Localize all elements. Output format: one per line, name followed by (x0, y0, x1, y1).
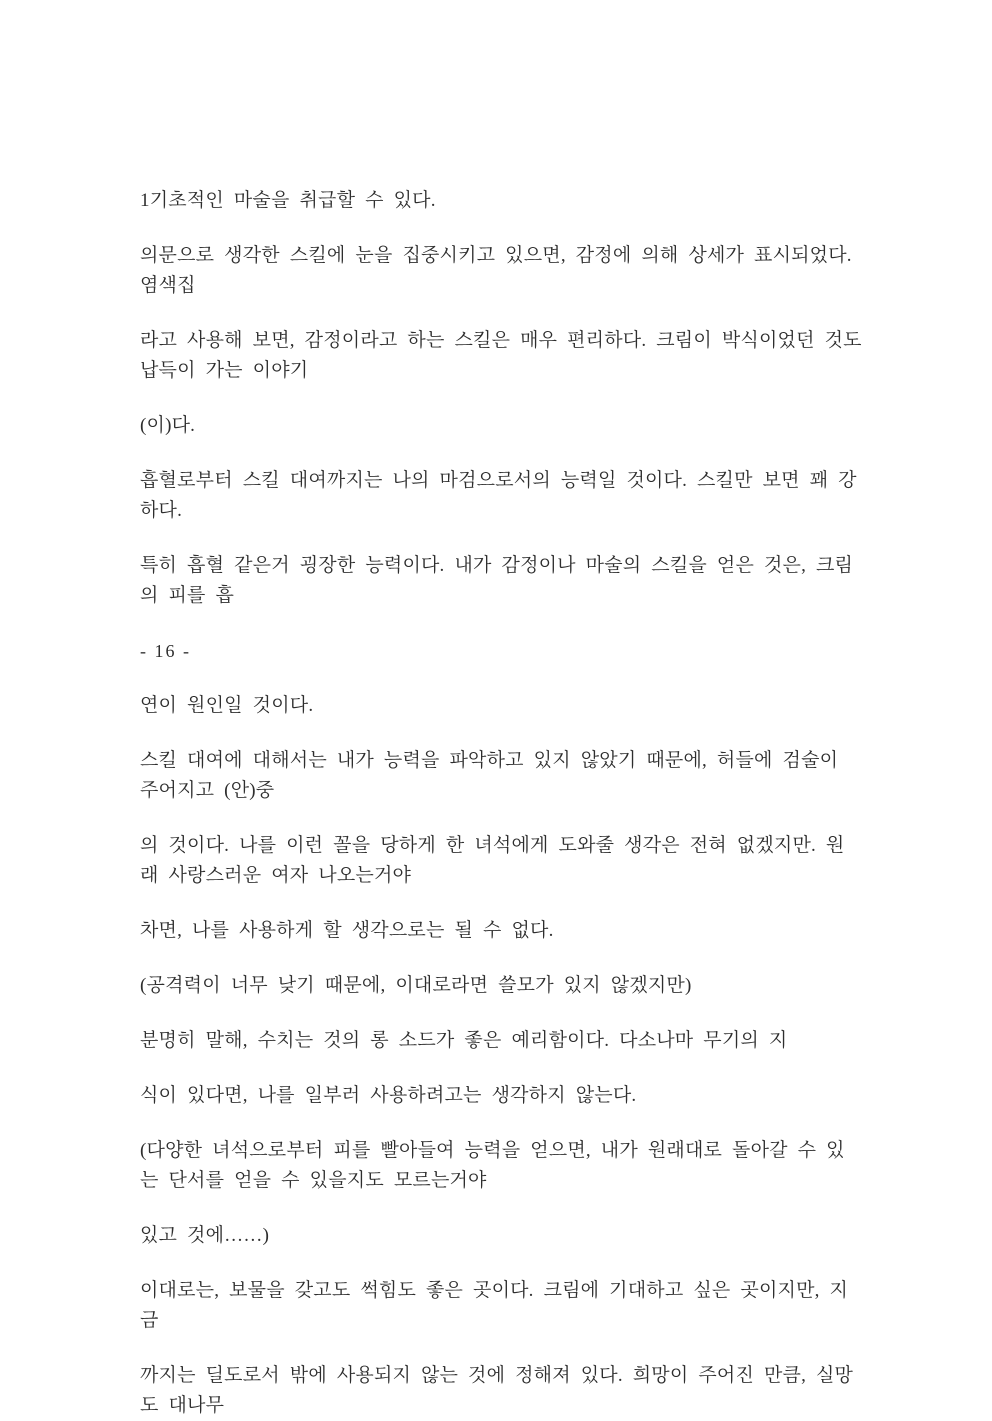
page-number: - 16 - (140, 641, 191, 661)
paragraph: 스킬 대여에 대해서는 내가 능력을 파악하고 있지 않았기 때문에, 허들에 검술이 주어지고 (안)중 (140, 750, 839, 801)
paragraph: 있고 것에……) (140, 1225, 270, 1246)
page-content (140, 186, 862, 1421)
paragraph: 라고 사용해 보면, 감정이라고 하는 스킬은 매우 편리하다. 크림이 박식이었던 것도 납득이 가는 이야기 (140, 330, 862, 381)
paragraph: 흡혈로부터 스킬 대여까지는 나의 마검으로서의 능력일 것이다. 스킬만 보면 꽤 강하다. (140, 470, 857, 521)
paragraph: 의 것이다. 나를 이런 꼴을 당하게 한 녀석에게 도와줄 생각은 전혀 없겠지만. 원래 사랑스러운 여자 나오는거야 (140, 835, 845, 886)
paragraph: 의문으로 생각한 스킬에 눈을 집중시키고 있으면, 감정에 의해 상세가 표시되었다. 염색집 (140, 245, 852, 296)
paragraph: 이대로는, 보물을 갖고도 썩힘도 좋은 곳이다. 크림에 기대하고 싶은 곳이지만, 지금 (140, 1280, 849, 1331)
paragraph: 분명히 말해, 수치는 것의 롱 소드가 좋은 예리함이다. 다소나마 무기의 지 (140, 1030, 788, 1051)
paragraph: 식이 있다면, 나를 일부러 사용하려고는 생각하지 않는다. (140, 1085, 637, 1106)
paragraph: 차면, 나를 사용하게 할 생각으로는 될 수 없다. (140, 920, 554, 941)
paragraph: 특히 흡혈 같은거 굉장한 능력이다. 내가 감정이나 마술의 스킬을 얻은 것은, 크림의 피를 흡 (140, 555, 854, 606)
paragraph: 1기초적인 마술을 취급할 수 있다. (140, 190, 436, 211)
paragraph: 까지는 딜도로서 밖에 사용되지 않는 것에 정해져 있다. 희망이 주어진 만큼, 실망도 대나무 (140, 1365, 854, 1416)
paragraph: 연이 원인일 것이다. (140, 695, 314, 716)
paragraph: (공격력이 너무 낮기 때문에, 이대로라면 쓸모가 있지 않겠지만) (140, 975, 692, 996)
paragraph: (이)다. (140, 415, 196, 436)
paragraph: (다양한 녀석으로부터 피를 빨아들여 능력을 얻으면, 내가 원래대로 돌아갈 수 있는 단서를 얻을 수 있을지도 모르는거야 (140, 1140, 845, 1191)
